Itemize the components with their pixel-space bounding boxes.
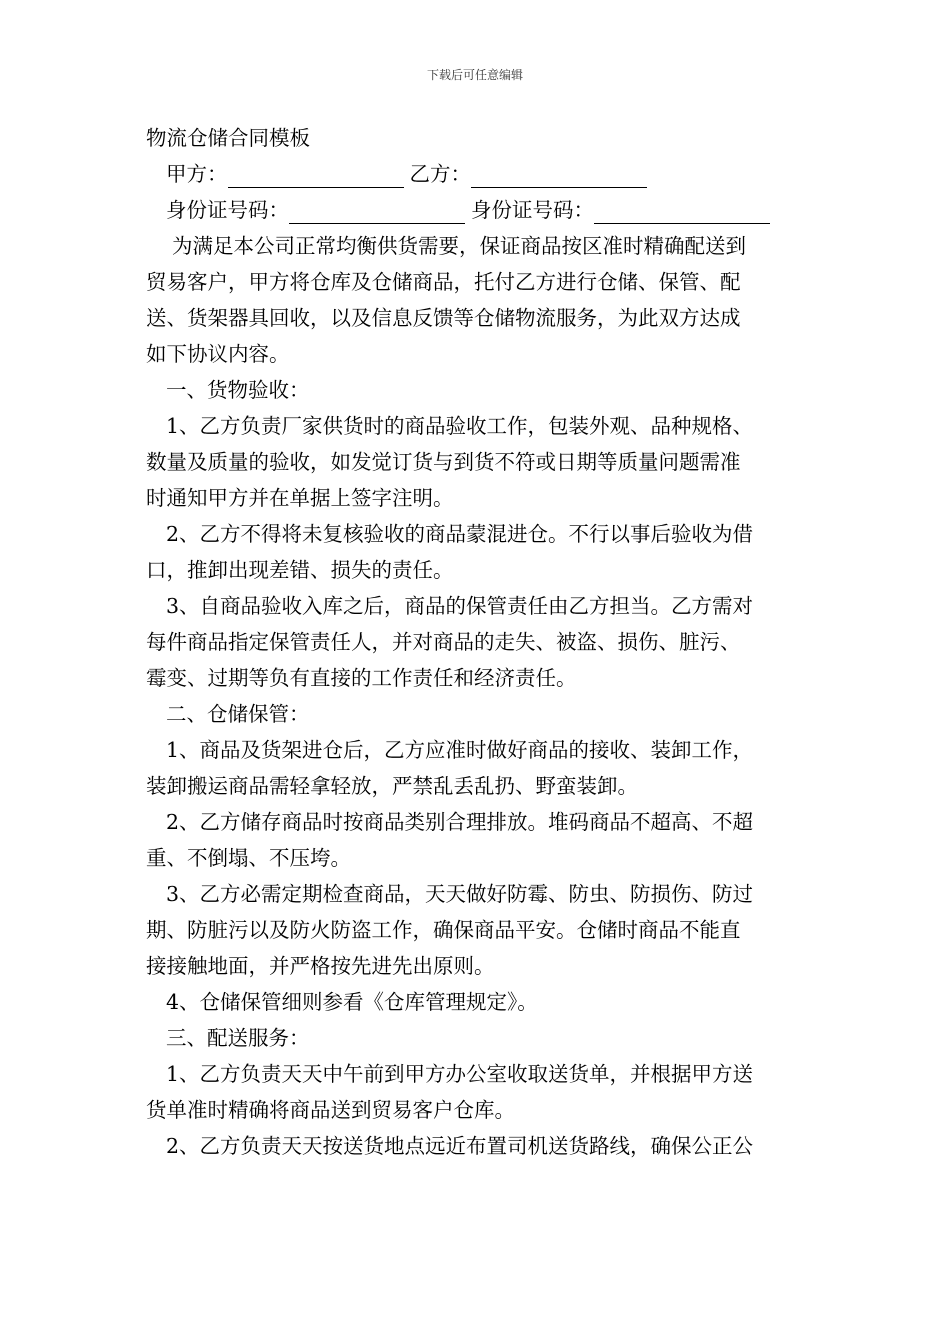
document-body	[146, 120, 808, 1164]
section-1-item-3	[146, 588, 808, 696]
section-1-item-1	[146, 408, 808, 516]
section-3-item-2	[146, 1128, 808, 1164]
paragraph-line: 数量及质量的验收，如发觉订货与到货不符或日期等质量问题需准	[146, 450, 741, 474]
paragraph-line: 每件商品指定保管责任人，并对商品的走失、被盗、损伤、脏污、	[146, 630, 741, 654]
paragraph-line: 时通知甲方并在单据上签字注明。	[146, 486, 454, 510]
paragraph-line: 霉变、过期等负有直接的工作责任和经济责任。	[146, 666, 577, 690]
section-2-item-1	[146, 732, 808, 804]
paragraph-line: 3、乙方必需定期检查商品，天天做好防霉、防虫、防损伤、防过	[166, 882, 754, 906]
section-3-item-1	[146, 1056, 808, 1128]
party-line	[146, 156, 808, 192]
document-title: 物流仓储合同模板	[146, 126, 310, 150]
party-a-blank[interactable]	[228, 161, 404, 188]
party-b-blank[interactable]	[471, 161, 647, 188]
id-b-blank[interactable]	[594, 197, 770, 224]
section-2-title: 二、仓储保管：	[166, 702, 310, 726]
party-b-label: 乙方：	[409, 162, 471, 186]
paragraph-line: 2、乙方不得将未复核验收的商品蒙混进仓。不行以事后验收为借	[166, 522, 754, 546]
paragraph-line: 口，推卸出现差错、损失的责任。	[146, 558, 454, 582]
section-2-item-2	[146, 804, 808, 876]
paragraph-line: 接接触地面，并严格按先进先出原则。	[146, 954, 495, 978]
id-a-label: 身份证号码：	[166, 198, 289, 222]
section-2-item-4	[146, 984, 808, 1020]
paragraph-line: 3、自商品验收入库之后，商品的保管责任由乙方担当。乙方需对	[166, 594, 754, 618]
section-1-title: 一、货物验收：	[166, 378, 310, 402]
page-header: 下载后可任意编辑	[426, 68, 523, 82]
section-1-item-2	[146, 516, 808, 588]
intro-paragraph	[146, 228, 808, 372]
paragraph-line: 1、商品及货架进仓后，乙方应准时做好商品的接收、装卸工作，	[166, 738, 754, 762]
paragraph-line: 货单准时精确将商品送到贸易客户仓库。	[146, 1098, 515, 1122]
paragraph-line: 2、乙方负责天天按送货地点远近布置司机送货路线，确保公正公	[166, 1134, 754, 1158]
intro-line: 贸易客户，甲方将仓库及仓储商品，托付乙方进行仓储、保管、配	[146, 270, 741, 294]
section-3-title: 三、配送服务：	[166, 1026, 310, 1050]
intro-line: 送、货架器具回收，以及信息反馈等仓储物流服务，为此双方达成	[146, 306, 741, 330]
paragraph-line: 期、防脏污以及防火防盗工作，确保商品平安。仓储时商品不能直	[146, 918, 741, 942]
id-b-label: 身份证号码：	[471, 198, 594, 222]
id-a-blank[interactable]	[289, 197, 465, 224]
intro-line: 如下协议内容。	[146, 342, 290, 366]
paragraph-line: 2、乙方储存商品时按商品类别合理排放。堆码商品不超高、不超	[166, 810, 754, 834]
id-line	[146, 192, 808, 228]
paragraph-line: 1、乙方负责天天中午前到甲方办公室收取送货单，并根据甲方送	[166, 1062, 754, 1086]
paragraph-line: 重、不倒塌、不压垮。	[146, 846, 351, 870]
paragraph-line: 装卸搬运商品需轻拿轻放，严禁乱丢乱扔、野蛮装卸。	[146, 774, 638, 798]
paragraph-line: 1、乙方负责厂家供货时的商品验收工作，包装外观、品种规格、	[166, 414, 754, 438]
intro-line: 为满足本公司正常均衡供货需要，保证商品按区准时精确配送到	[172, 234, 746, 258]
party-a-label: 甲方：	[166, 162, 228, 186]
paragraph-line: 4、仓储保管细则参看《仓库管理规定》。	[166, 990, 538, 1014]
section-2-item-3	[146, 876, 808, 984]
